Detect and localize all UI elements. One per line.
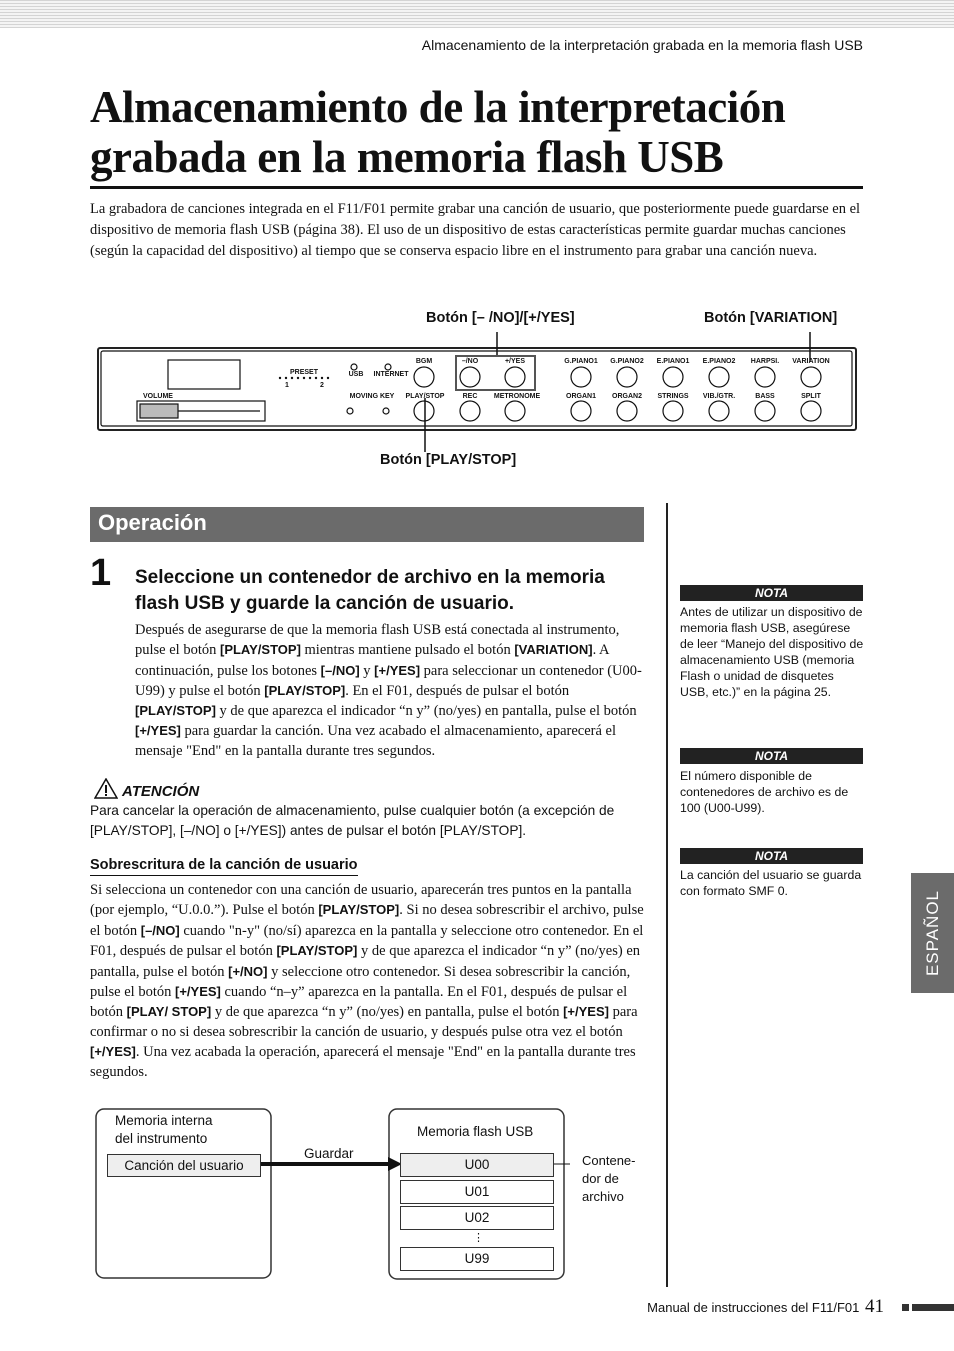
callout-variation: Botón [VARIATION] [704,310,838,326]
label-preset: PRESET [289,369,319,376]
note-text-3: La canción del usuario se guarda con formato SMF 0. [680,868,862,898]
container-label: Contene- dor de archivo [582,1153,636,1204]
subsection-title: Sobrescritura de la canción de usuario [90,857,358,876]
label-voice-bottom-5: SPLIT [801,393,821,400]
attention-text: Para cancelar la operación de almacenamiento, pulse cualquier botón (a excepción de [PLAY/STOP], [–/NO] o [+/YES]) antes de pulsar el botón [PLAY/STOP]. [90,803,615,838]
language-tab-label: ESPAÑOL [922,889,942,977]
running-head: Almacenamiento de la interpretación grabada en la memoria flash USB [421,37,863,53]
step-body: Después de asegurarse de que la memoria flash USB está conectada al instrumento, pulse el botón [PLAY/STOP] mientras mantiene pulsado el botón [VARIATION]. A continuación, pulse los botones [–/NO] y [+/YES] para seleccionar un contenedor (U00-U99) y pulse el botón [PLAY/STOP]. En el F01, después de pulsar el botón [PLAY/STOP] y de que aparezca el indicador “n y” (no/yes) en pantalla, pulse el botón [+/YES] para guardar la canción. Una vez acabado el almacenamiento, aparecerá el mensaje "End" en la pantalla durante tres segundos. [135,622,642,759]
language-tab [911,873,954,993]
step-title: Seleccione un contenedor de archivo en la memoria flash USB y guarde la canción de usuario. [135,567,605,614]
callout-play-stop: Botón [PLAY/STOP] [380,452,517,468]
page-title-line-1: Almacenamiento de la interpretación [90,82,786,132]
label-voice-bottom-4: BASS [755,393,775,400]
slot-u01: U01 [400,1180,554,1204]
save-label: Guardar [304,1146,354,1161]
label-preset-2: 2 [320,382,324,389]
label-internet: INTERNET [373,371,409,378]
section-title: Operación [98,510,207,535]
warning-icon [94,778,118,799]
label-voice-bottom-3: VIB./GTR. [702,393,736,400]
usb-memory-label: Memoria flash USB [417,1124,534,1139]
slot-u00: U00 [400,1153,554,1177]
slot-ellipsis: ⋮ [473,1232,484,1244]
footer-manual: Manual de instrucciones del F11/F01 [647,1300,860,1315]
label-play-stop: PLAY/STOP [405,393,445,400]
callout-no-yes: Botón [– /NO]/[+/YES] [426,310,575,326]
label-voice-top-4: HARPSI. [750,358,780,365]
label-usb: USB [348,371,364,378]
label-voice-bottom-2: STRINGS [657,393,689,400]
label-moving-key: MOVING KEY [349,393,395,400]
label-bgm: BGM [415,358,433,365]
footer [647,1296,884,1318]
note-text-2: El número disponible de contenedores de archivo es de 100 (U00-U99). [680,769,849,815]
page-title-line-2: grabada en la memoria flash USB [90,132,724,182]
label-rec: REC [462,393,478,400]
attention-title: ATENCIÓN [122,783,200,800]
label-voice-bottom-1: ORGAN2 [612,393,642,400]
footer-marker-bar [912,1304,954,1311]
intro-paragraph: La grabadora de canciones integrada en el F11/F01 permite grabar una canción de usuario, que posteriormente puede guardarse en el dispositivo de memoria flash USB (página 38). El uso de un dispositivo de estas características permite guardar muchas canciones (según la capacidad del dispositivo) al tiempo que se conserva espacio libre en el instrumento para grabar una canción nueva. [90,201,861,259]
label-preset-1: 1 [285,382,289,389]
note-label-3: NOTA [680,848,863,864]
step-number: 1 [90,552,112,594]
label-plus-yes: +/YES [504,358,526,365]
label-voice-top-0: G.PIANO1 [564,358,598,365]
column-divider [666,503,668,1287]
label-voice-top-3: E.PIANO2 [702,358,736,365]
note-label-2: NOTA [680,748,863,764]
internal-memory-label: Memoria interna del instrumento [115,1113,213,1146]
label-minus-no: –/NO [461,358,479,365]
label-voice-bottom-0: ORGAN1 [566,393,596,400]
label-volume: VOLUME [143,393,173,400]
label-voice-top-2: E.PIANO1 [656,358,690,365]
note-text-1: Antes de utilizar un dispositivo de memoria flash USB, asegúrese de leer “Manejo del dispositivo de almacenamiento USB (memoria Flash o unidad de disquetes USB, etc.)” en la página 25. [680,605,864,699]
user-song-box: Canción del usuario [107,1154,261,1177]
page-number: 41 [865,1296,884,1317]
section-header [90,507,644,542]
label-metronome: METRONOME [493,393,541,400]
slot-u99: U99 [400,1247,554,1271]
footer-marker-square [902,1304,909,1311]
control-panel-drawing [0,0,954,480]
subsection-body: Si selecciona un contenedor con una canción de usuario, aparecerán tres puntos en la pantalla (por ejemplo, “U.0.0.”). Pulse el botón [PLAY/STOP]. Si no desea sobrescribir el archivo, pulse el botón [–/NO] cuando "n-y" (no/sí) aparezca en la pantalla y seleccione otro contenedor. En el F01, después de pulsar el botón [PLAY/STOP] y de que aparezca el indicador “n y” (no/yes) en pantalla, pulse el botón [+/NO] y seleccione otro contenedor. Si desea sobrescribir la canción, pulse el botón [+/YES] cuando “n–y” aparezca en la pantalla. En el F01, después de pulsar el botón [PLAY/ STOP] y de que aparezca “n y” (no/yes) en pantalla, pulse el botón [+/YES] para confirmar o no si desea sobrescribir la canción de usuario, y después pulse otra vez el botón [+/YES]. Una vez acabada la operación, aparecerá el mensaje "End" en la pantalla durante tres segundos. [90,882,644,1080]
slot-u02: U02 [400,1206,554,1230]
note-label-1: NOTA [680,585,863,601]
label-voice-top-5: VARIATION [792,358,830,365]
label-voice-top-1: G.PIANO2 [610,358,644,365]
